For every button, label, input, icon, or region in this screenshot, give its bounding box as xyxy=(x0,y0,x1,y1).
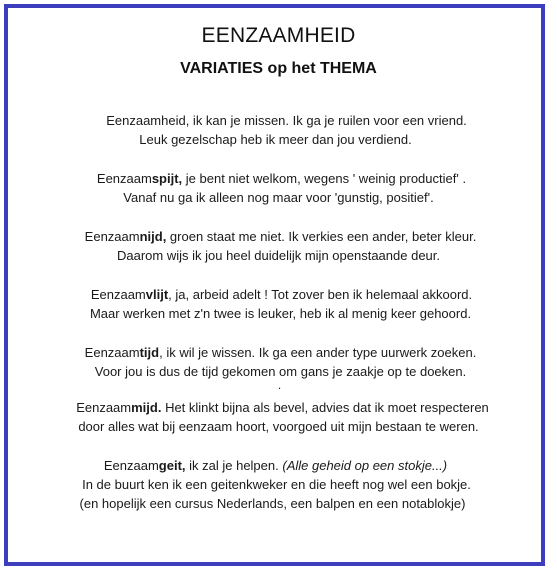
stanza-3-line-1 xyxy=(4,229,557,244)
stanza-7-line-3: (en hopelijk een cursus Nederlands, een balpen en een notablokje) xyxy=(79,496,466,511)
poem-title: EENZAAMHEID xyxy=(201,24,356,47)
poem-subtitle: VARIATIES op het THEMA xyxy=(180,60,377,77)
stanza-5-line-2: Voor jou is dus de tijd gekomen om gans je zaakje op te doeken. xyxy=(94,364,467,379)
stanza-5-line-1 xyxy=(4,345,557,360)
stanza-7-line-1-bold: geit, xyxy=(158,458,186,473)
stanza-6-line-1-prefix: Eenzaam xyxy=(76,400,132,415)
stanza-6-line-1 xyxy=(8,400,557,415)
stanza-3-line-1-bold: nijd, xyxy=(139,229,167,244)
stanza-2-line-1-rest: je bent niet welkom, wegens ' weinig productief' . xyxy=(182,171,467,186)
stanza-7-line-1 xyxy=(0,458,557,473)
stanza-7-line-1-rest: ik zal je helpen. xyxy=(185,458,283,473)
stanza-7-line-2: In de buurt ken ik een geitenkweker en die heeft nog wel een bokje. xyxy=(82,477,471,492)
stanza-3-line-1-prefix: Eenzaam xyxy=(84,229,140,244)
stanza-4-line-2: Maar werken met z'n twee is leuker, heb ik al menig keer gehoord. xyxy=(89,306,472,321)
stanza-5-line-1-rest: , ik wil je wissen. Ik ga een ander type uurwerk zoeken. xyxy=(159,345,477,360)
stanza-6-line-1-rest: Het klinkt bijna als bevel, advies dat ik moet respecteren xyxy=(161,400,489,415)
stanza-1-line-1-text: Eenzaamheid, ik kan je missen. Ik ga je ruilen voor een vriend. xyxy=(106,113,467,128)
stanza-4-line-1-bold: vlijt xyxy=(145,287,169,302)
stanza-6-line-2: door alles wat bij eenzaam hoort, voorgoed uit mijn bestaan te weren. xyxy=(78,419,479,434)
stanza-7-line-1-italic: (Alle geheid op een stokje...) xyxy=(282,458,448,473)
stanza-1-line-2: Leuk gezelschap heb ik meer dan jou verdiend. xyxy=(139,132,412,147)
stanza-1-line-1 xyxy=(16,113,557,128)
stanza-4-line-1 xyxy=(6,287,557,302)
stanza-4-line-1-rest: , ja, arbeid adelt ! Tot zover ben ik helemaal akkoord. xyxy=(168,287,473,302)
stanza-7-line-1-prefix: Eenzaam xyxy=(103,458,159,473)
stanza-2-line-1 xyxy=(6,171,557,186)
stanza-5-line-1-bold: tijd xyxy=(139,345,160,360)
stanza-6-line-1-bold: mijd. xyxy=(131,400,162,415)
stanza-3-line-1-rest: groen staat me niet. Ik verkies een ander, beter kleur. xyxy=(166,229,477,244)
stanza-2-line-1-prefix: Eenzaam xyxy=(96,171,152,186)
stanza-3-line-2: Daarom wijs ik jou heel duidelijk mijn openstaande deur. xyxy=(116,248,440,263)
stanza-2-line-1-bold: spijt, xyxy=(151,171,183,186)
stanza-6-dot: . xyxy=(277,378,282,392)
stanza-5-line-1-prefix: Eenzaam xyxy=(84,345,140,360)
stanza-4-line-1-prefix: Eenzaam xyxy=(90,287,146,302)
stanza-2-line-2: Vanaf nu ga ik alleen nog maar voor 'gunstig, positief'. xyxy=(123,190,434,205)
